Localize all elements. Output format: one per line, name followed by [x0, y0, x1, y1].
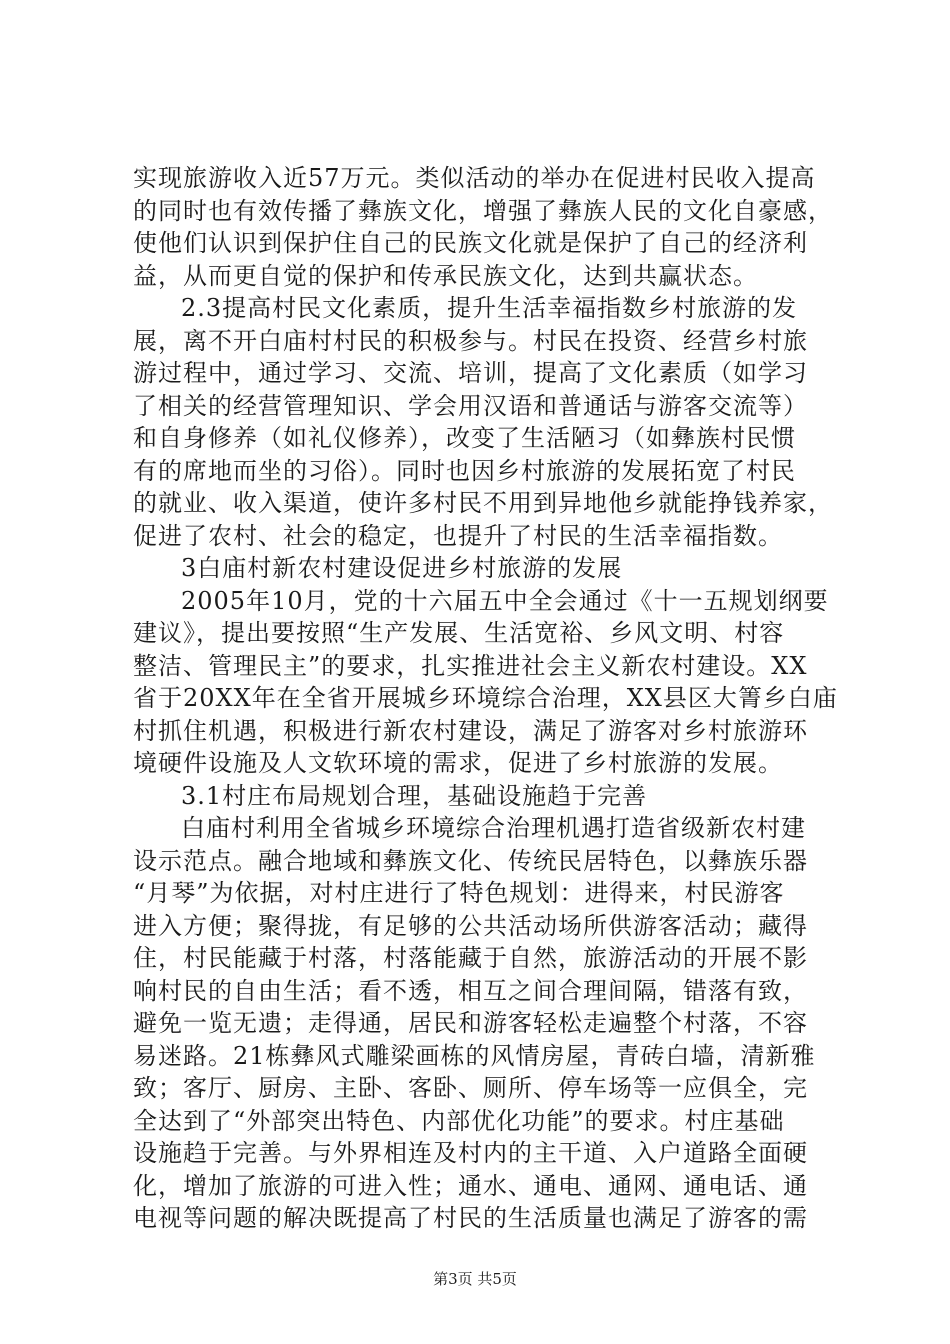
text-line: 住，村民能藏于村落，村落能藏于自然，旅游活动的开展不影: [133, 944, 808, 972]
text-line: 电视等问题的解决既提高了村民的生活质量也满足了游客的需: [133, 1204, 808, 1232]
text-line: 白庙村利用全省城乡环境综合治理机遇打造省级新农村建: [181, 814, 806, 842]
text-line: 建议》，提出要按照“生产发展、生活宽裕、乡风文明、村容: [133, 619, 785, 647]
text-line: 境硬件设施及人文软环境的需求，促进了乡村旅游的发展。: [133, 749, 783, 777]
text-line: 化，增加了旅游的可进入性；通水、通电、通网、通电话、通: [133, 1171, 808, 1200]
text-line: 和自身修养（如礼仪修养），改变了生活陋习（如彝族村民惯: [133, 424, 796, 452]
text-line: 省于20XX年在全省开展城乡环境综合治理，XX县区大箐乡白庙: [133, 684, 838, 712]
section-heading-2-3: 2.3提高村民文化素质，提升生活幸福指数乡村旅游的发: [181, 294, 798, 322]
text-line: 游过程中，通过学习、交流、培训，提高了文化素质（如学习: [133, 359, 808, 387]
text-line: 了相关的经营管理知识、学会用汉语和普通话与游客交流等）: [133, 391, 808, 420]
text-line: 2005年10月，党的十六届五中全会通过《十一五规划纲要: [181, 586, 829, 615]
section-heading-3: 3白庙村新农村建设促进乡村旅游的发展: [181, 554, 623, 582]
body-text: [133, 162, 838, 1235]
text-line: 整洁、管理民主”的要求，扎实推进社会主义新农村建设。XX: [133, 651, 808, 680]
text-line: 的同时也有效传播了彝族文化，增强了彝族人民的文化自豪感，: [133, 196, 833, 225]
text-line: 的就业、收入渠道，使许多村民不用到异地他乡就能挣钱养家，: [133, 489, 833, 517]
text-line: 促进了农村、社会的稳定，也提升了村民的生活幸福指数。: [133, 521, 783, 550]
text-line: 全达到了“外部突出特色、内部优化功能”的要求。村庄基础: [133, 1106, 785, 1135]
text-line: 实现旅游收入近57万元。类似活动的举办在促进村民收入提高: [133, 164, 816, 192]
text-line: “月琴”为依据，对村庄进行了特色规划：进得来，村民游客: [133, 879, 785, 907]
text-line: 村抓住机遇，积极进行新农村建设，满足了游客对乡村旅游环: [133, 716, 808, 745]
text-line: 致；客厅、厨房、主卧、客卧、厕所、停车场等一应俱全，完: [133, 1074, 808, 1102]
text-line: 设示范点。融合地域和彝族文化、传统民居特色，以彝族乐器: [133, 846, 808, 875]
text-line: 响村民的自由生活；看不透，相互之间合理间隔，错落有致，: [133, 976, 808, 1005]
text-line: 进入方便；聚得拢，有足够的公共活动场所供游客活动；藏得: [133, 911, 808, 940]
section-heading-3-1: 3.1村庄布局规划合理，基础设施趋于完善: [181, 781, 648, 810]
text-line: 避免一览无遗；走得通，居民和游客轻松走遍整个村落，不容: [133, 1009, 808, 1037]
page-footer: 第3页 共5页: [433, 1270, 517, 1288]
text-line: 易迷路。21栋彝风式雕梁画栋的风情房屋，青砖白墙，清新雅: [133, 1041, 816, 1070]
text-line: 使他们认识到保护住自己的民族文化就是保护了自己的经济利: [133, 229, 808, 257]
text-line: 设施趋于完善。与外界相连及村内的主干道、入户道路全面硬: [133, 1139, 808, 1167]
text-line: 展，离不开白庙村村民的积极参与。村民在投资、经营乡村旅: [133, 326, 808, 355]
text-line: 益，从而更自觉的保护和传承民族文化，达到共赢状态。: [133, 261, 758, 290]
text-line: 有的席地而坐的习俗）。同时也因乡村旅游的发展拓宽了村民: [133, 456, 796, 485]
